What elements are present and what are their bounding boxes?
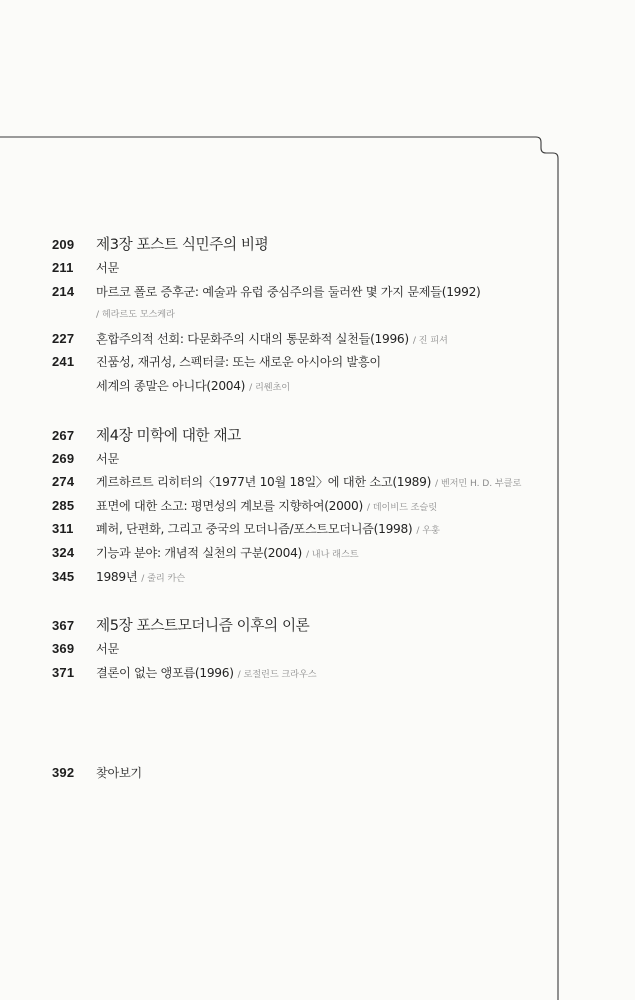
entry-title: 진품성, 재귀성, 스펙터클: 또는 새로운 아시아의 발흥이 <box>96 355 381 370</box>
toc-entry[interactable] <box>52 473 622 497</box>
toc-entry[interactable] <box>52 450 622 474</box>
page-number: 367 <box>52 618 75 634</box>
toc-entry[interactable] <box>52 497 622 521</box>
entry-title: 혼합주의적 선회: 다문화주의 시대의 통문화적 실천들(1996) <box>96 331 409 346</box>
page-number: 311 <box>52 521 74 537</box>
entry-title: 결론이 없는 앵포름(1996) <box>96 665 234 680</box>
page-number: 345 <box>52 568 75 584</box>
entry-author: / 줄리 카슨 <box>141 572 186 584</box>
entry-author: / 우훙 <box>416 525 440 537</box>
entry-title: 기능과 분야: 개념적 실천의 구분(2004) <box>96 545 302 560</box>
page-number: 371 <box>52 664 75 680</box>
page-number: 269 <box>52 450 75 466</box>
chapter-title: 제4장 미학에 대한 재고 <box>96 426 241 444</box>
toc-entry[interactable] <box>52 664 622 688</box>
toc-entry[interactable] <box>52 259 622 283</box>
entry-title-continued: 세계의 종말은 아니다(2004) <box>96 378 246 393</box>
toc-section <box>52 614 622 687</box>
toc-entry[interactable] <box>52 544 622 568</box>
entry-title: 1989년 <box>96 569 138 584</box>
entry-title: 서문 <box>96 642 119 657</box>
toc-section <box>52 424 622 592</box>
table-of-contents <box>52 233 622 687</box>
chapter-heading[interactable] <box>52 233 622 259</box>
toc-entry[interactable] <box>52 283 622 307</box>
toc-entry-author-line <box>52 306 622 330</box>
page-number: 227 <box>52 330 75 346</box>
page-number: 274 <box>52 474 75 490</box>
entry-author: / 벤저민 H. D. 부클로 <box>435 478 522 490</box>
entry-author: / 로절린드 크라우스 <box>237 668 317 680</box>
entry-title: 마르코 폴로 증후군: 예술과 유럽 중심주의를 둘러싼 몇 가지 문제들(1992) <box>96 284 481 299</box>
chapter-heading[interactable] <box>52 614 622 640</box>
page-number: 392 <box>52 765 75 780</box>
entry-author: / 데이비드 조슬릿 <box>366 501 437 513</box>
entry-author: / 헤라르도 모스케라 <box>96 309 175 321</box>
page-number: 267 <box>52 427 75 443</box>
toc-section <box>52 233 622 401</box>
entry-title: 서문 <box>96 451 119 466</box>
chapter-title: 제3장 포스트 식민주의 비평 <box>96 236 269 253</box>
page-number: 241 <box>52 354 75 370</box>
page-number: 211 <box>52 260 74 275</box>
page-number: 214 <box>52 283 75 299</box>
entry-title: 게르하르트 리히터의〈1977년 10월 18일〉에 대한 소고(1989) <box>96 475 432 490</box>
toc-entry[interactable] <box>52 330 622 354</box>
toc-entry[interactable] <box>52 568 622 592</box>
page-number: 209 <box>52 237 75 252</box>
entry-title: 표면에 대한 소고: 평면성의 계보를 지향하여(2000) <box>96 498 363 513</box>
entry-title: 서문 <box>96 261 119 275</box>
entry-author: / 리웬초이 <box>249 381 291 393</box>
entry-title: 폐허, 단편화, 그리고 중국의 모더니즘/포스트모더니즘(1998) <box>96 522 413 537</box>
chapter-heading[interactable] <box>52 424 622 450</box>
page-number: 285 <box>52 497 75 513</box>
page-number: 369 <box>52 641 75 657</box>
toc-entry[interactable] <box>52 520 622 544</box>
toc-entry[interactable] <box>52 353 622 377</box>
entry-author: / 진 피셔 <box>412 334 448 346</box>
toc-entry[interactable] <box>52 640 622 664</box>
page-number: 324 <box>52 544 75 560</box>
toc-entry-continuation <box>52 377 622 401</box>
entry-author: / 내나 래스트 <box>305 548 359 560</box>
toc-entry-index[interactable] <box>52 764 142 788</box>
chapter-title: 제5장 포스트모더니즘 이후의 이론 <box>96 617 310 635</box>
entry-title: 찾아보기 <box>96 766 142 780</box>
